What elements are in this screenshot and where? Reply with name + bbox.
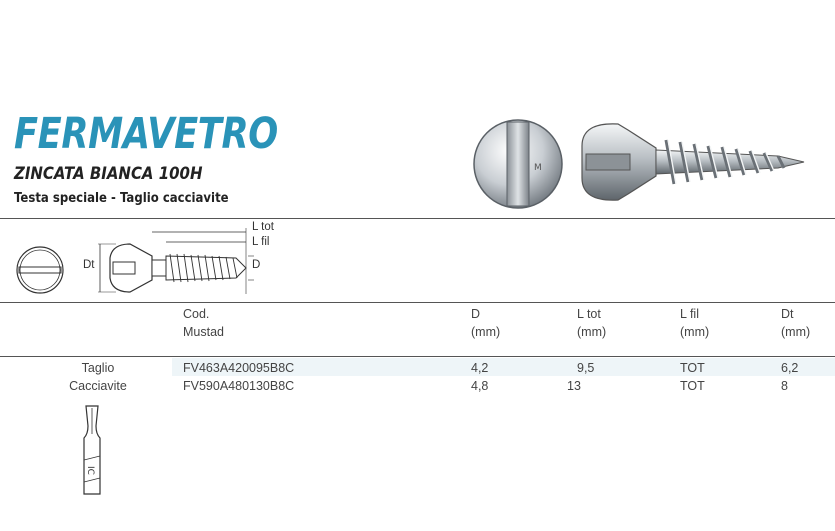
product-title: FERMAVETRO	[14, 109, 278, 159]
cell-dt: 6,2	[781, 361, 799, 375]
screw-head-photo-icon	[468, 116, 568, 216]
label-ltot: L tot	[252, 221, 274, 233]
svg-text:M: M	[534, 163, 542, 173]
label-d: D	[252, 259, 261, 271]
category-label: Taglio Cacciavite	[69, 361, 127, 393]
table-row[interactable]	[0, 360, 835, 376]
screw-dimension-drawing-icon	[80, 222, 270, 300]
section-divider	[0, 218, 835, 219]
label-dt: Dt	[83, 259, 95, 271]
screwdriver-bit-icon	[74, 404, 110, 498]
head-topview-drawing-icon	[14, 244, 66, 296]
column-header-code: Cod. Mustad	[183, 307, 224, 339]
cell-dt: 8	[781, 379, 788, 393]
label-lfil: L fil	[252, 236, 270, 248]
product-description: Testa speciale - Taglio cacciavite	[14, 191, 229, 206]
column-header-dt: Dt (mm)	[781, 307, 811, 339]
column-header-lfil: L fil (mm)	[680, 307, 710, 339]
cell-d: 4,8	[471, 379, 489, 393]
table-header-divider	[0, 356, 835, 357]
column-header-ltot: L tot (mm)	[577, 307, 607, 339]
cell-lfil: TOT	[680, 361, 705, 375]
cell-d: 4,2	[471, 361, 489, 375]
product-subtitle: ZINCATA BIANCA 100H	[14, 164, 203, 184]
cell-ltot: 9,5	[577, 361, 595, 375]
cell-code: FV590A480130B8C	[183, 379, 295, 393]
svg-text:IC: IC	[85, 466, 95, 475]
cell-ltot: 13	[567, 379, 581, 393]
column-header-d: D (mm)	[471, 307, 501, 339]
section-divider	[0, 302, 835, 303]
table-row[interactable]	[0, 378, 835, 394]
cell-lfil: TOT	[680, 379, 705, 393]
cell-code: FV463A420095B8C	[183, 361, 295, 375]
screw-side-photo-icon	[578, 116, 808, 208]
